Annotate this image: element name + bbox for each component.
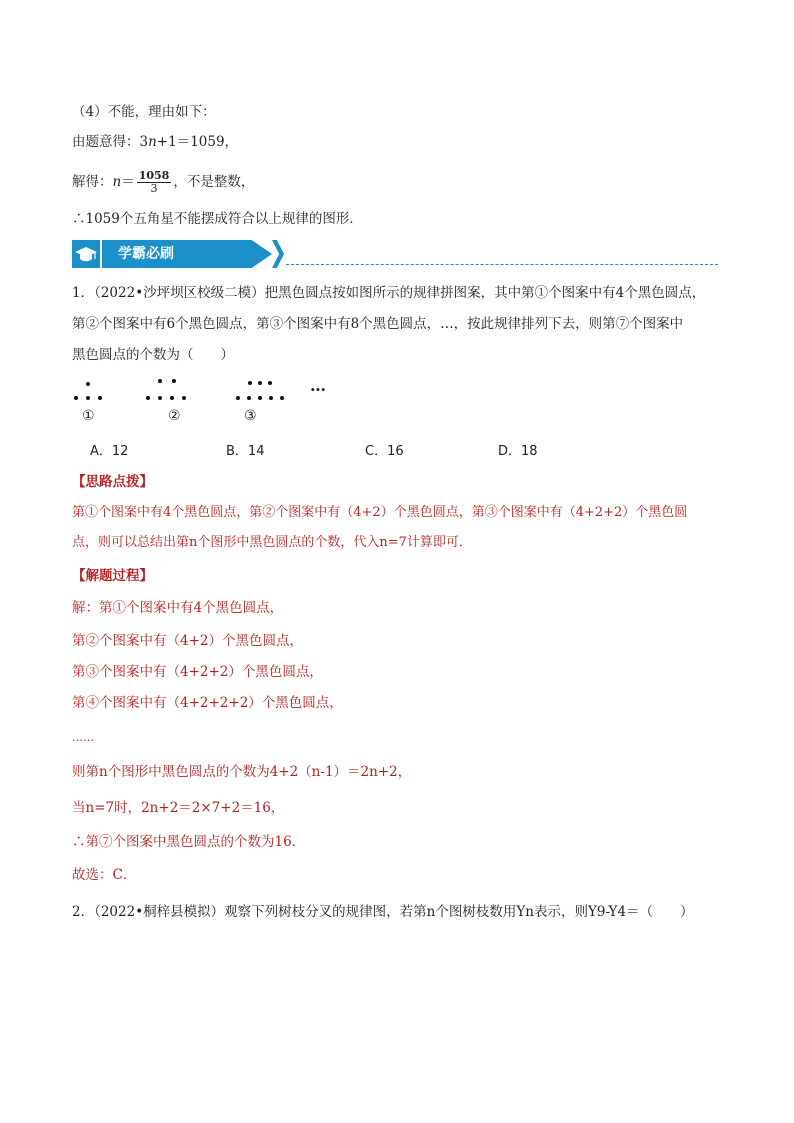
dot-pattern-figure [72, 378, 372, 430]
solution-line6: 则第n个图形中黑色圆点的个数为4+2（n-1）＝2n+2， [72, 764, 412, 780]
dot [268, 381, 272, 385]
dot [269, 396, 273, 400]
solution-line7: 当n=7时，2n+2＝2×7+2＝16， [72, 800, 285, 816]
solution-line1: 解：第①个图案中有4个黑色圆点， [72, 600, 284, 616]
pattern-label-3: ③ [244, 408, 257, 424]
dot [146, 396, 150, 400]
pattern-label-1: ① [82, 408, 95, 424]
solve-line: 解得：n＝ $\frac{1058}{3}$ ，不是整数， [72, 169, 255, 195]
hint-header: 【思路点拨】 [72, 474, 153, 490]
dot [248, 381, 252, 385]
option-d: D．18 [498, 444, 538, 459]
dot [86, 382, 90, 386]
option-c: C．16 [365, 444, 404, 459]
solution-line3: 第③个图案中有（4+2+2）个黑色圆点， [72, 664, 323, 680]
solution-line5: …… [72, 731, 94, 744]
solution-line8: ∴第⑦个图案中黑色圆点的个数为16． [72, 834, 306, 850]
dot [280, 396, 284, 400]
solution-header: 【解题过程】 [72, 568, 153, 584]
graduation-cap-icon [72, 240, 100, 268]
given-line: 由题意得：3n+1＝1059， [72, 134, 239, 150]
q1-line3: 黑色圆点的个数为（ ） [72, 347, 234, 363]
dot [236, 396, 240, 400]
solution-line9: 故选：C． [72, 867, 137, 883]
dot [86, 396, 90, 400]
pattern-ellipsis: … [310, 376, 326, 395]
q2-line1: 2．（2022•桐梓县模拟）观察下列树枝分叉的规律图，若第n个图树枝数用Yn表示，则Y9-Y4＝（ ） [72, 904, 694, 920]
chevron-right-icon [272, 240, 284, 268]
dot [172, 379, 176, 383]
fraction: $\frac{1058}{3}$ [138, 169, 170, 195]
dot [182, 396, 186, 400]
dot [158, 396, 162, 400]
dot [98, 396, 102, 400]
q1-line1: 1．（2022•沙坪坝区校级二模）把黑色圆点按如图所示的规律拼图案，其中第①个图案中有4个黑色圆点， [72, 285, 706, 301]
hint-line2: 点，则可以总结出第n个图形中黑色圆点的个数，代入n=7计算即可． [72, 535, 472, 550]
solution-line4: 第④个图案中有（4+2+2+2）个黑色圆点， [72, 695, 343, 711]
hint-line1: 第①个图案中有4个黑色圆点，第②个图案中有（4+2）个黑色圆点，第③个图案中有（4+2+2）个黑色圆 [72, 505, 688, 520]
option-b: B．14 [226, 444, 265, 459]
n-equals: n＝ [112, 174, 135, 190]
q1-line2: 第②个图案中有6个黑色圆点，第③个图案中有8个黑色圆点，…，按此规律排列下去，则第⑦个图案中 [72, 316, 684, 332]
dot [158, 379, 162, 383]
solution-line2: 第②个图案中有（4+2）个黑色圆点， [72, 633, 303, 649]
dot [247, 396, 251, 400]
part4-label: （4）不能，理由如下： [72, 104, 216, 120]
section-banner [72, 240, 718, 268]
dot [258, 381, 262, 385]
dot [258, 396, 262, 400]
option-a: A．12 [90, 444, 129, 459]
conclusion: ∴1059个五角星不能摆成符合以上规律的图形． [72, 211, 363, 227]
banner-title: 学霸必刷 [118, 246, 174, 262]
pattern-label-2: ② [168, 408, 181, 424]
equation: 3n+1＝1059， [139, 134, 239, 150]
dot [170, 396, 174, 400]
dot [74, 396, 78, 400]
